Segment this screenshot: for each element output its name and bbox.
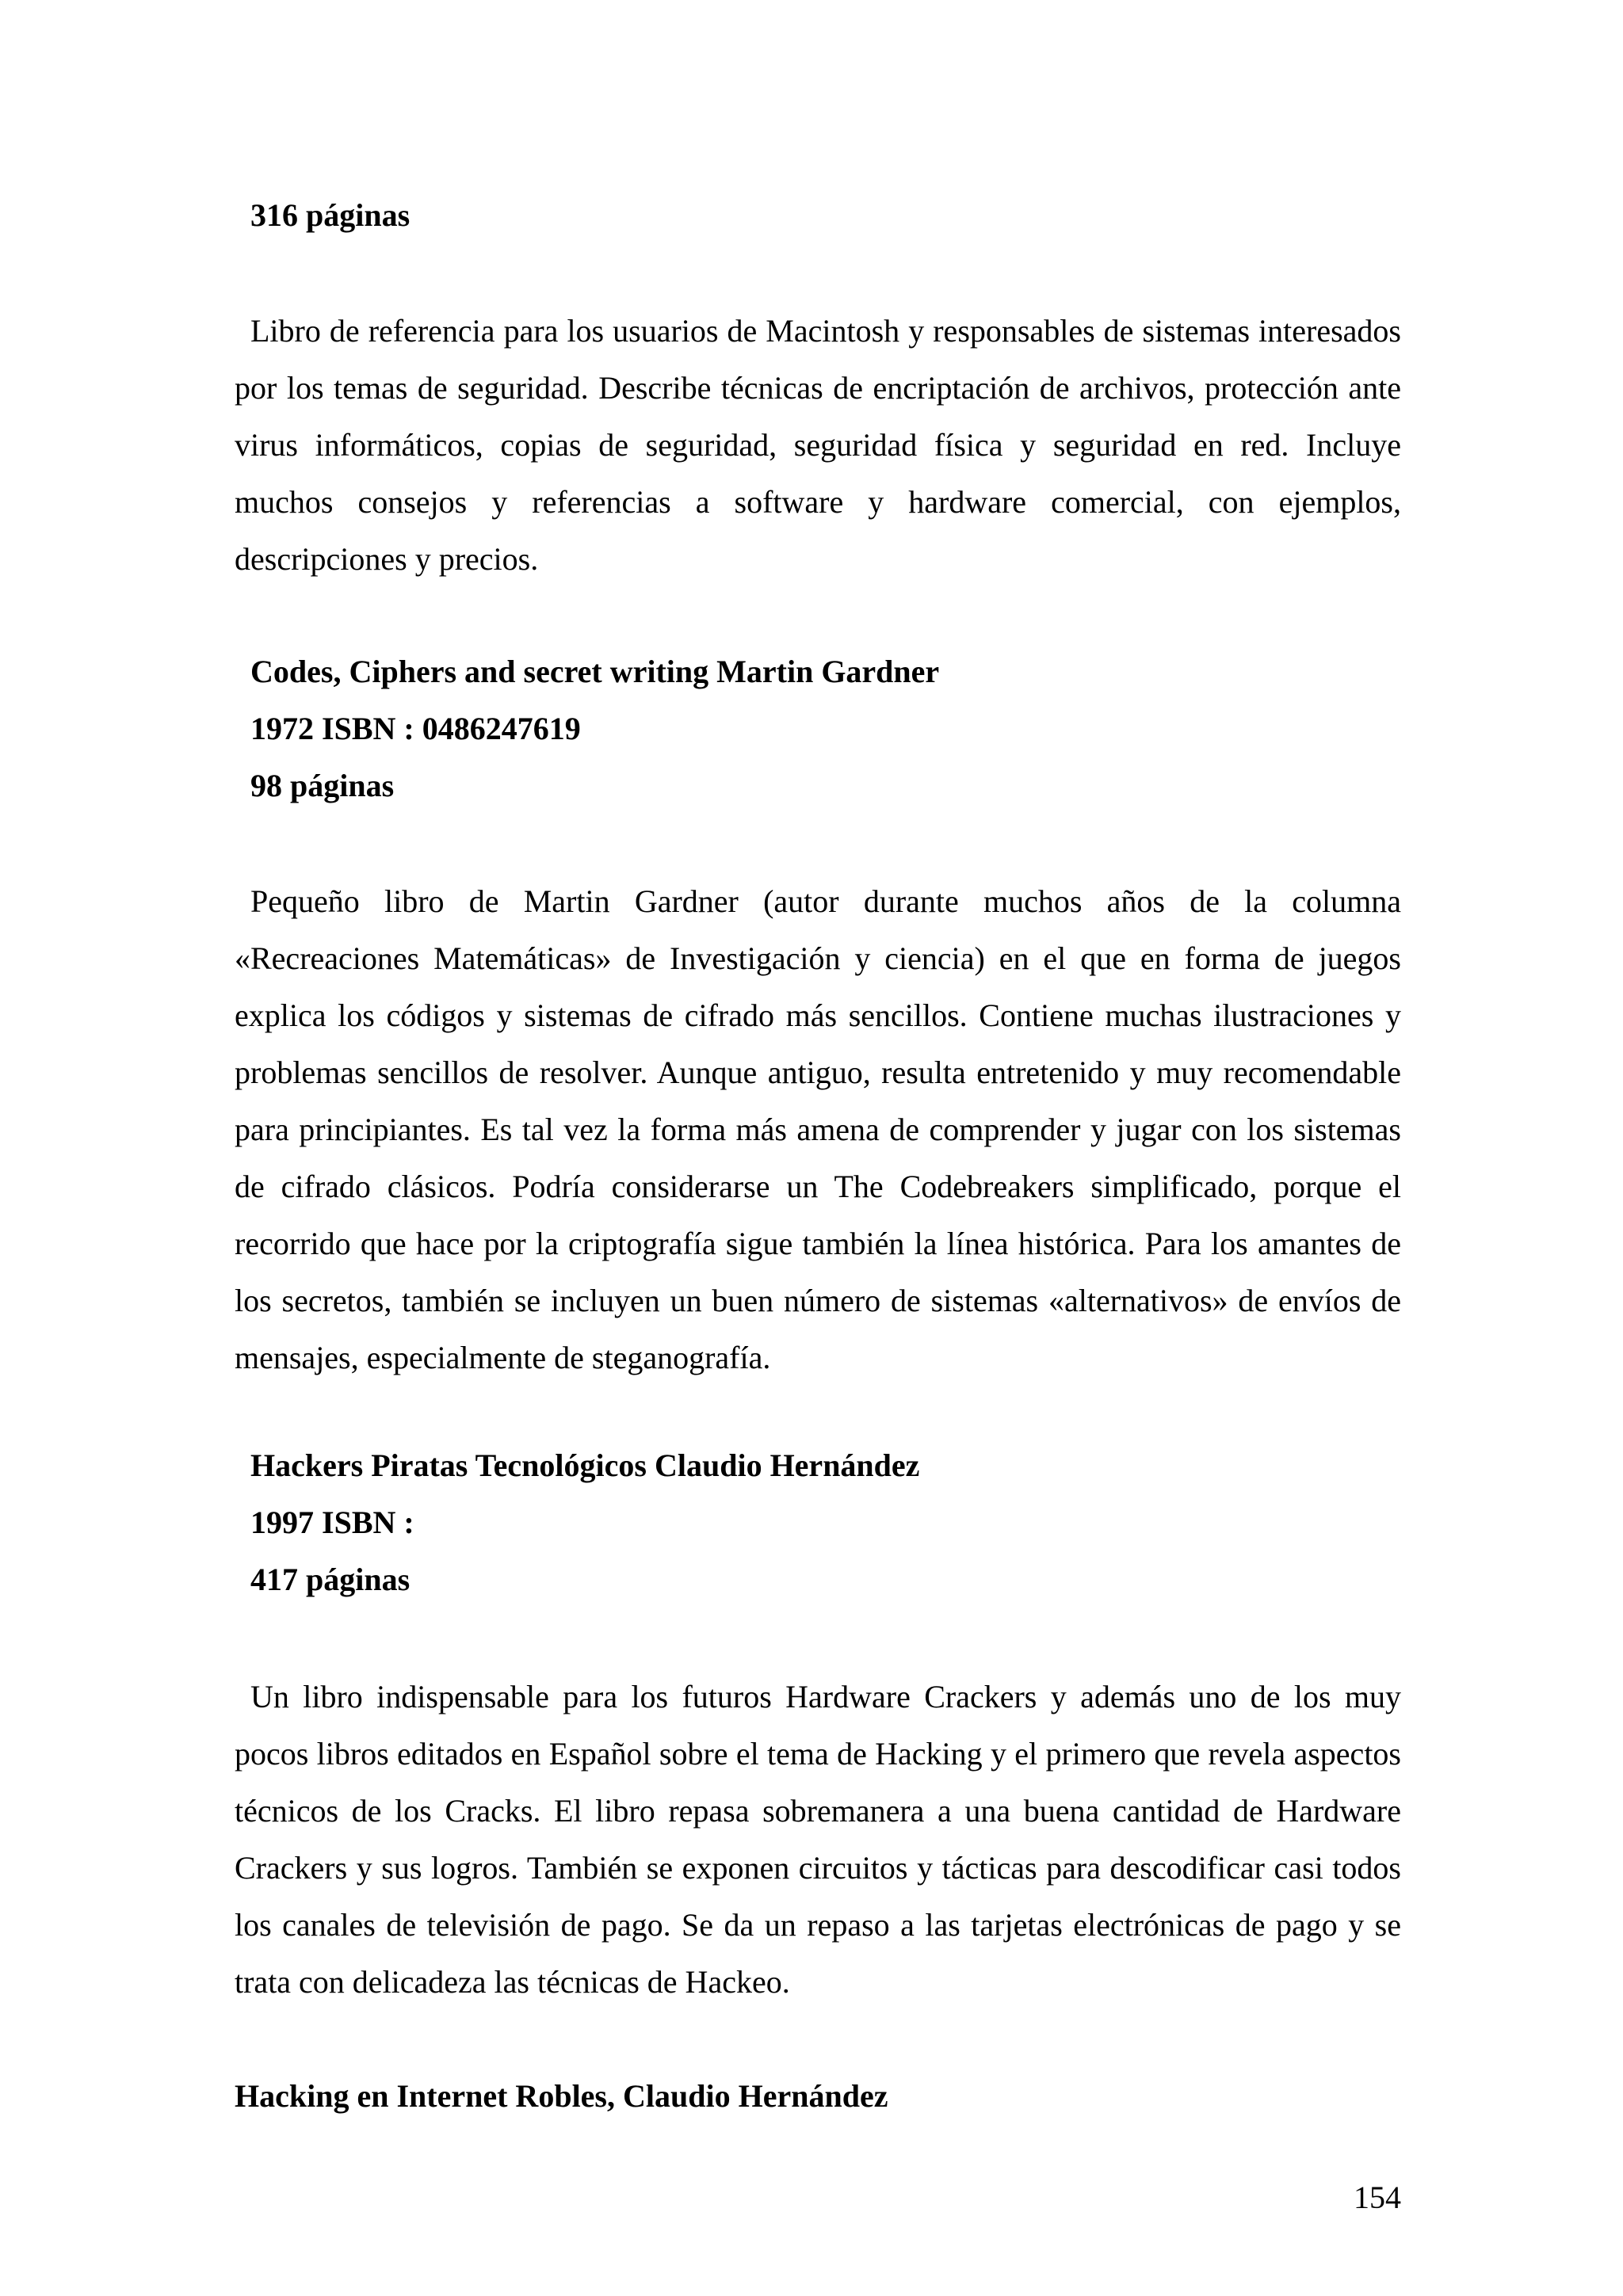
book-description xyxy=(235,873,1401,1386)
book-title-author: Hackers Piratas Tecnológicos Claudio Hernández xyxy=(250,1447,920,1483)
book-description xyxy=(235,303,1401,588)
book-pages: 98 páginas xyxy=(250,768,395,803)
book-title-author: Hacking en Internet Robles, Claudio Hernández xyxy=(235,2078,888,2114)
description-text: Pequeño libro de Martin Gardner (autor durante muchos años de la columna «Recreaciones Matemáticas» de Investigación y ciencia) en el que en forma de juegos explica los códigos y sistemas de cifrado más sencillos. Contiene muchas ilustraciones y problemas sencillos de resolver. Aunque antiguo, resulta entretenido y muy recomendable para principiantes. Es tal vez la forma más amena de comprender y jugar con los sistemas de cifrado clásicos. Podría considerarse un The Codebreakers simplificado, porque el recorrido que hace por la criptografía sigue también la línea histórica. Para los amantes de los secretos, también se incluyen un buen número de sistemas «alternativos» de envíos de mensajes, especialmente de steganografía. xyxy=(235,883,1401,1375)
book-year-isbn: 1972 ISBN : 0486247619 xyxy=(250,711,581,746)
description-text: Un libro indispensable para los futuros Hardware Crackers y además uno de los muy pocos libros editados en Español sobre el tema de Hacking y el primero que revela aspectos técnicos de los Cracks. El libro repasa sobremanera a una buena cantidad de Hardware Crackers y sus logros. También se exponen circuitos y tácticas para descodificar casi todos los canales de televisión de pago. Se da un repaso a las tarjetas electrónicas de pago y se trata con delicadeza las técnicas de Hackeo. xyxy=(235,1679,1401,2000)
book-pages: 417 páginas xyxy=(250,1562,411,1597)
page-number: 154 xyxy=(1354,2180,1401,2215)
description-text: Libro de referencia para los usuarios de Macintosh y responsables de sistemas interesados por los temas de seguridad. Describe técnicas de encriptación de archivos, protección ante virus informáticos, copias de seguridad, seguridad física y seguridad en red. Incluye muchos consejos y referencias a software y hardware comercial, con ejemplos, descripciones y precios. xyxy=(235,313,1401,577)
book-description xyxy=(235,1669,1401,2011)
book-title-author: Codes, Ciphers and secret writing Martin Gardner xyxy=(250,654,940,689)
book-year-isbn: 1997 ISBN : xyxy=(250,1505,414,1540)
book-pages: 316 páginas xyxy=(250,197,411,233)
